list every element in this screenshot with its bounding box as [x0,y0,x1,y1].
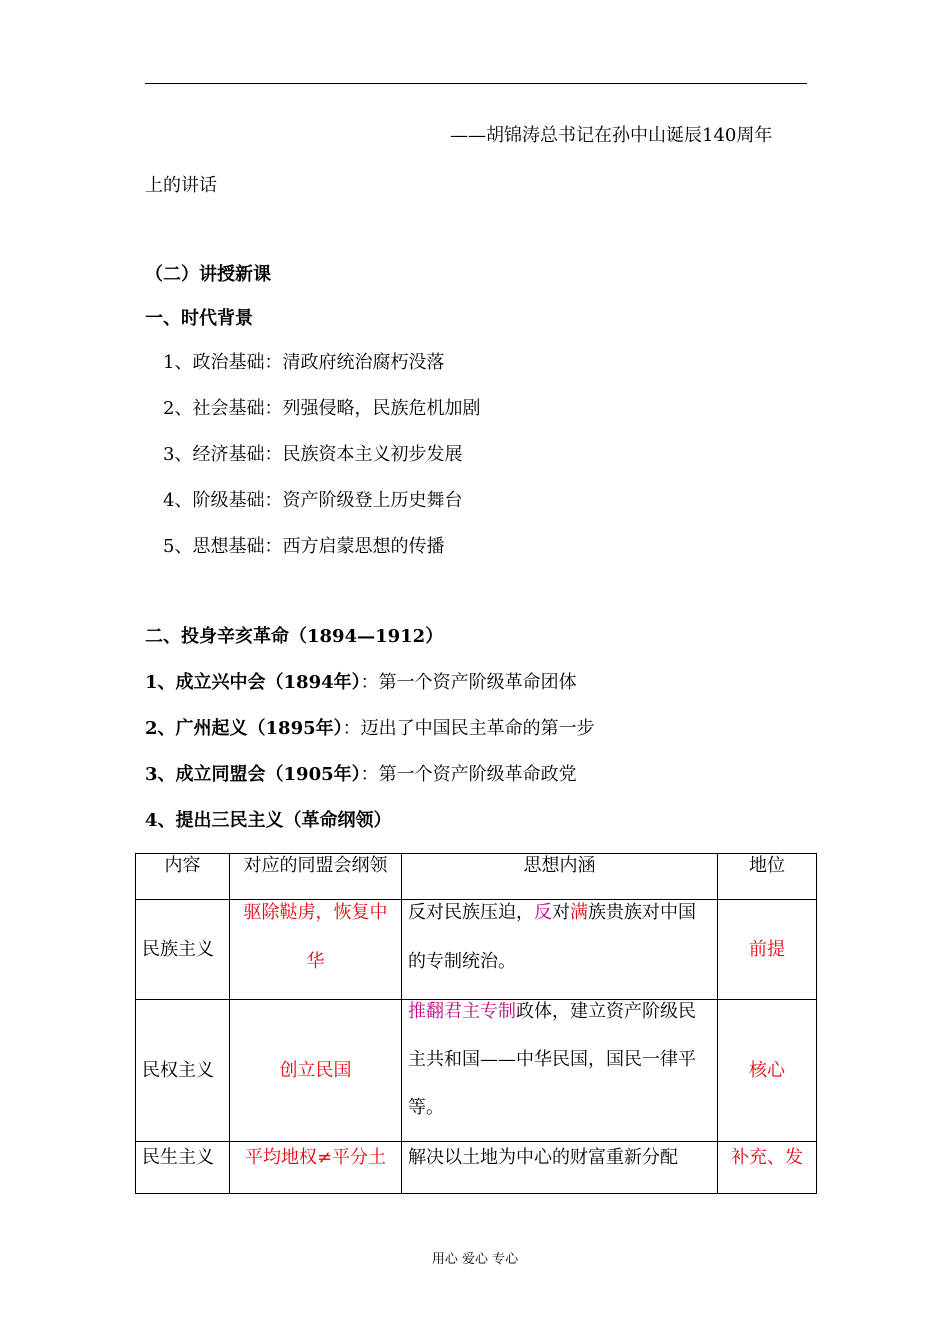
part2-item-sep: ： [342,718,361,739]
program-line: 驱除鞑虏，恢复中 [243,902,388,923]
program-line: 华 [306,951,325,972]
content-line [408,1000,711,1048]
table-row [136,1000,817,1142]
part2-item-sep: ： [360,672,379,693]
part2-item-label: 3、成立同盟会（1905年） [145,764,361,785]
table-header-cell: 思想内涵 [402,854,718,900]
table-header-cell: 地位 [718,854,817,900]
part1-item: 3、经济基础：民族资本主义初步发展 [163,444,463,465]
content-emphasis: 反 [534,902,552,923]
section-title: （二）讲授新课 [145,264,271,285]
part2-item-label: 1、成立兴中会（1894年） [145,672,361,693]
part2-item [145,718,595,740]
part2-item-text: 第一个资产阶级革命政党 [378,764,577,785]
table-header-cell: 内容 [136,854,230,900]
part1-heading: 一、时代背景 [145,308,253,329]
part2-item4: 4、提出三民主义（革命纲领） [145,810,392,831]
table-cell-content [402,1000,718,1142]
table-header-row [136,854,817,900]
header-rule [145,83,807,84]
table-cell-program [230,900,402,1000]
page-footer: 用心 爱心 专心 [431,1252,519,1267]
table-cell-content: 解决以土地为中心的财富重新分配 [402,1142,718,1194]
part1-item: 1、政治基础：清政府统治腐朽没落 [163,352,445,373]
content-text: 族贵族对中国 [588,902,696,923]
quote-attribution-cont: 上的讲话 [145,175,217,196]
table-cell-name: 民生主义 [136,1142,230,1194]
content-emphasis: 推翻君主专制 [408,1001,516,1022]
content-line [408,900,711,950]
table-cell-status: 补充、发 [718,1142,817,1194]
three-principles-table [135,853,817,1194]
part2-item [145,672,577,694]
table-cell-program: 平均地权≠平分土 [230,1142,402,1194]
table-cell-content [402,900,718,1000]
content-line: 等。 [408,1097,444,1118]
quote-attribution: ——胡锦涛总书记在孙中山诞辰140周年 [450,125,773,146]
part1-item: 2、社会基础：列强侵略，民族危机加剧 [163,398,481,419]
content-text: 对 [552,902,570,923]
part2-item-sep: ： [360,764,379,785]
part2-item-text: 迈出了中国民主革命的第一步 [360,718,595,739]
part2-item-text: 第一个资产阶级革命团体 [378,672,577,693]
part2-heading: 二、投身辛亥革命（1894—1912） [145,626,444,647]
table-header-cell: 对应的同盟会纲领 [230,854,402,900]
table-cell-name: 民权主义 [136,1000,230,1142]
content-line: 主共和国——中华民国，国民一律平 [408,1049,696,1070]
content-line: 的专制统治。 [408,951,516,972]
table-row [136,1142,817,1194]
content-text: 政体，建立资产阶级民 [516,1001,696,1022]
part2-item [145,764,577,786]
content-text: 反对民族压迫， [408,902,534,923]
table-cell-name: 民族主义 [136,900,230,1000]
table-cell-program: 创立民国 [230,1000,402,1142]
table-row [136,900,817,1000]
part2-item-label: 2、广州起义（1895年） [145,718,343,739]
table-cell-status: 核心 [718,1000,817,1142]
part1-item: 5、思想基础：西方启蒙思想的传播 [163,536,445,557]
part1-item: 4、阶级基础：资产阶级登上历史舞台 [163,490,463,511]
content-emphasis: 满 [570,902,588,923]
table-cell-status: 前提 [718,900,817,1000]
